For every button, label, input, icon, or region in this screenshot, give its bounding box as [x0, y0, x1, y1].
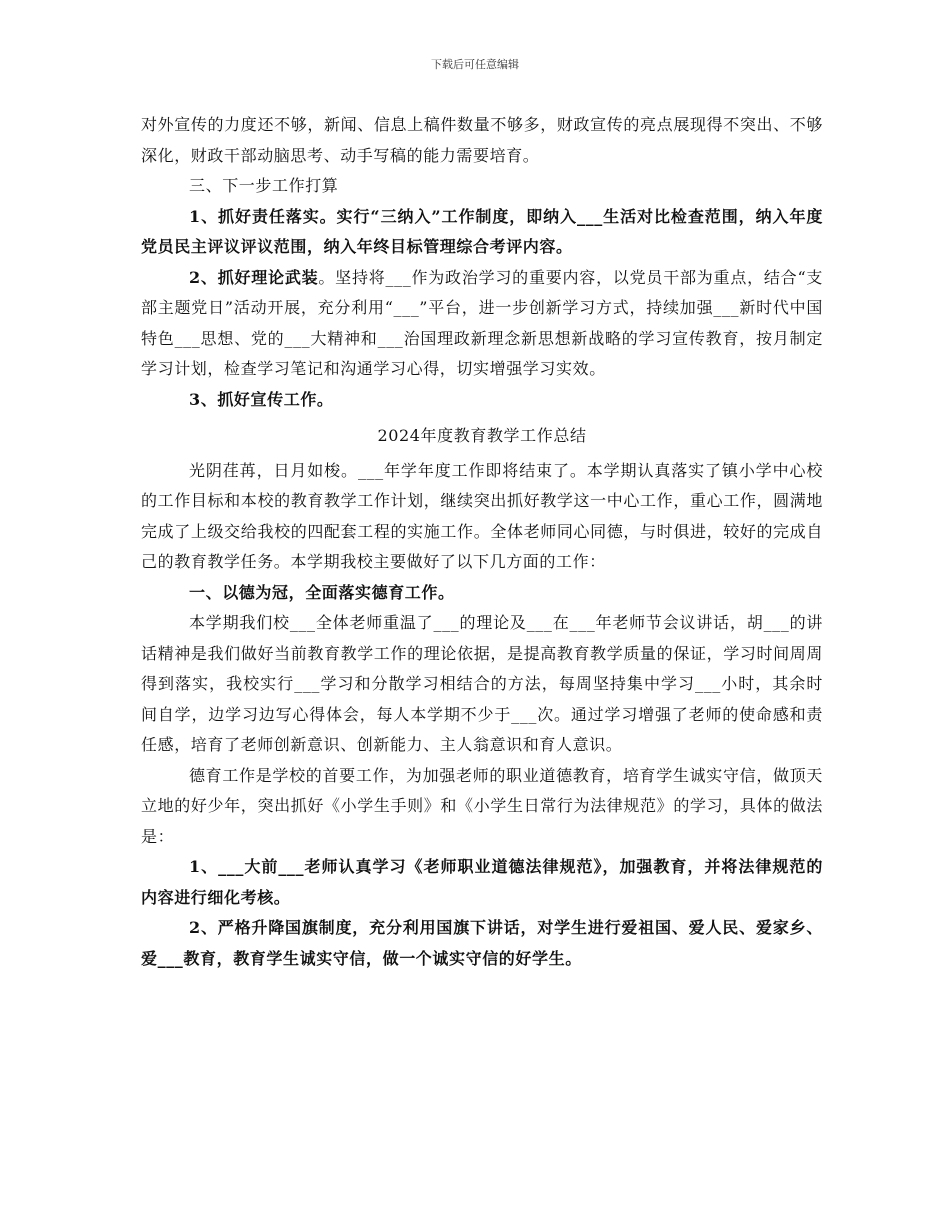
- paragraph-study: 本学期我们校___全体老师重温了___的理论及___在___年老师节会议讲话，胡___的讲话精神是我们做好当前教育教学工作的理论依据，是提高教育教学质量的保证，学习时间周周得到落实，我校实行___学习和分散学习相结合的方法，每周坚持集中学习___小时，其余时间自学，边学习边写心得体会，每人本学期不少于___次。通过学习增强了老师的使命感和责任感，培育了老师创新意识、创新能力、主人翁意识和育人意识。: [141, 613, 823, 754]
- section-heading-next-steps: 三、下一步工作打算: [189, 176, 339, 195]
- document-body: [141, 110, 823, 974]
- list-item-2: 2、严格升降国旗制度，充分利用国旗下讲话，对学生进行爱祖国、爱人民、爱家乡、爱___教育，教育学生诚实守信，做一个诚实守信的好学生。: [141, 918, 823, 968]
- document-title: 2024年度教育教学工作总结: [377, 426, 587, 445]
- paragraph-theory: [141, 263, 823, 385]
- paragraph-moral-work: 德育工作是学校的首要工作，为加强老师的职业道德教育，培育学生诚实守信，做顶天立地的好少年，突出抓好《小学生手则》和《小学生日常行为法律规范》的学习，具体的做法是：: [141, 765, 823, 846]
- paragraph-publicity-shortcomings: 对外宣传的力度还不够，新闻、信息上稿件数量不够多，财政宣传的亮点展现得不突出、不够深化，财政干部动脑思考、动手写稿的能力需要培育。: [141, 115, 823, 165]
- paragraph-responsibility: 1、抓好责任落实。实行“三纳入”工作制度，即纳入___生活对比检查范围，纳入年度党员民主评议评议范围，纳入年终目标管理综合考评内容。: [141, 206, 823, 256]
- section-heading-moral-education: 一、以德为冠，全面落实德育工作。: [189, 582, 455, 602]
- page-header-note: 下载后可任意编辑: [431, 58, 519, 71]
- paragraph-intro: 光阴荏苒，日月如梭。___年学年度工作即将结束了。本学期认真落实了镇小学中心校的工作目标和本校的教育教学工作计划，继续突出抓好教学这一中心工作，重心工作，圆满地完成了上级交给我校的四配套工程的实施工作。全体老师同心同德，与时俱进，较好的完成自己的教育教学任务。本学期我校主要做好了以下几方面的工作：: [141, 460, 823, 571]
- paragraph-theory-body: 。坚持将___作为政治学习的重要内容，以党员干部为重点，结合“支部主题党日”活动开展，充分利用“___”平台，进一步创新学习方式，持续加强___新时代中国特色___思想、党的___大精神和___治国理政新理念新思想新战略的学习宣传教育，按月制定学习计划，检查学习笔记和沟通学习心得，切实增强学习实效。: [141, 267, 824, 378]
- list-item-1: 1、___大前___老师认真学习《老师职业道德法律规范》，加强教育，并将法律规范的内容进行细化考核。: [141, 857, 823, 907]
- paragraph-publicity-work: 3、抓好宣传工作。: [189, 389, 334, 409]
- paragraph-theory-lead: 2、抓好理论武装: [189, 267, 319, 287]
